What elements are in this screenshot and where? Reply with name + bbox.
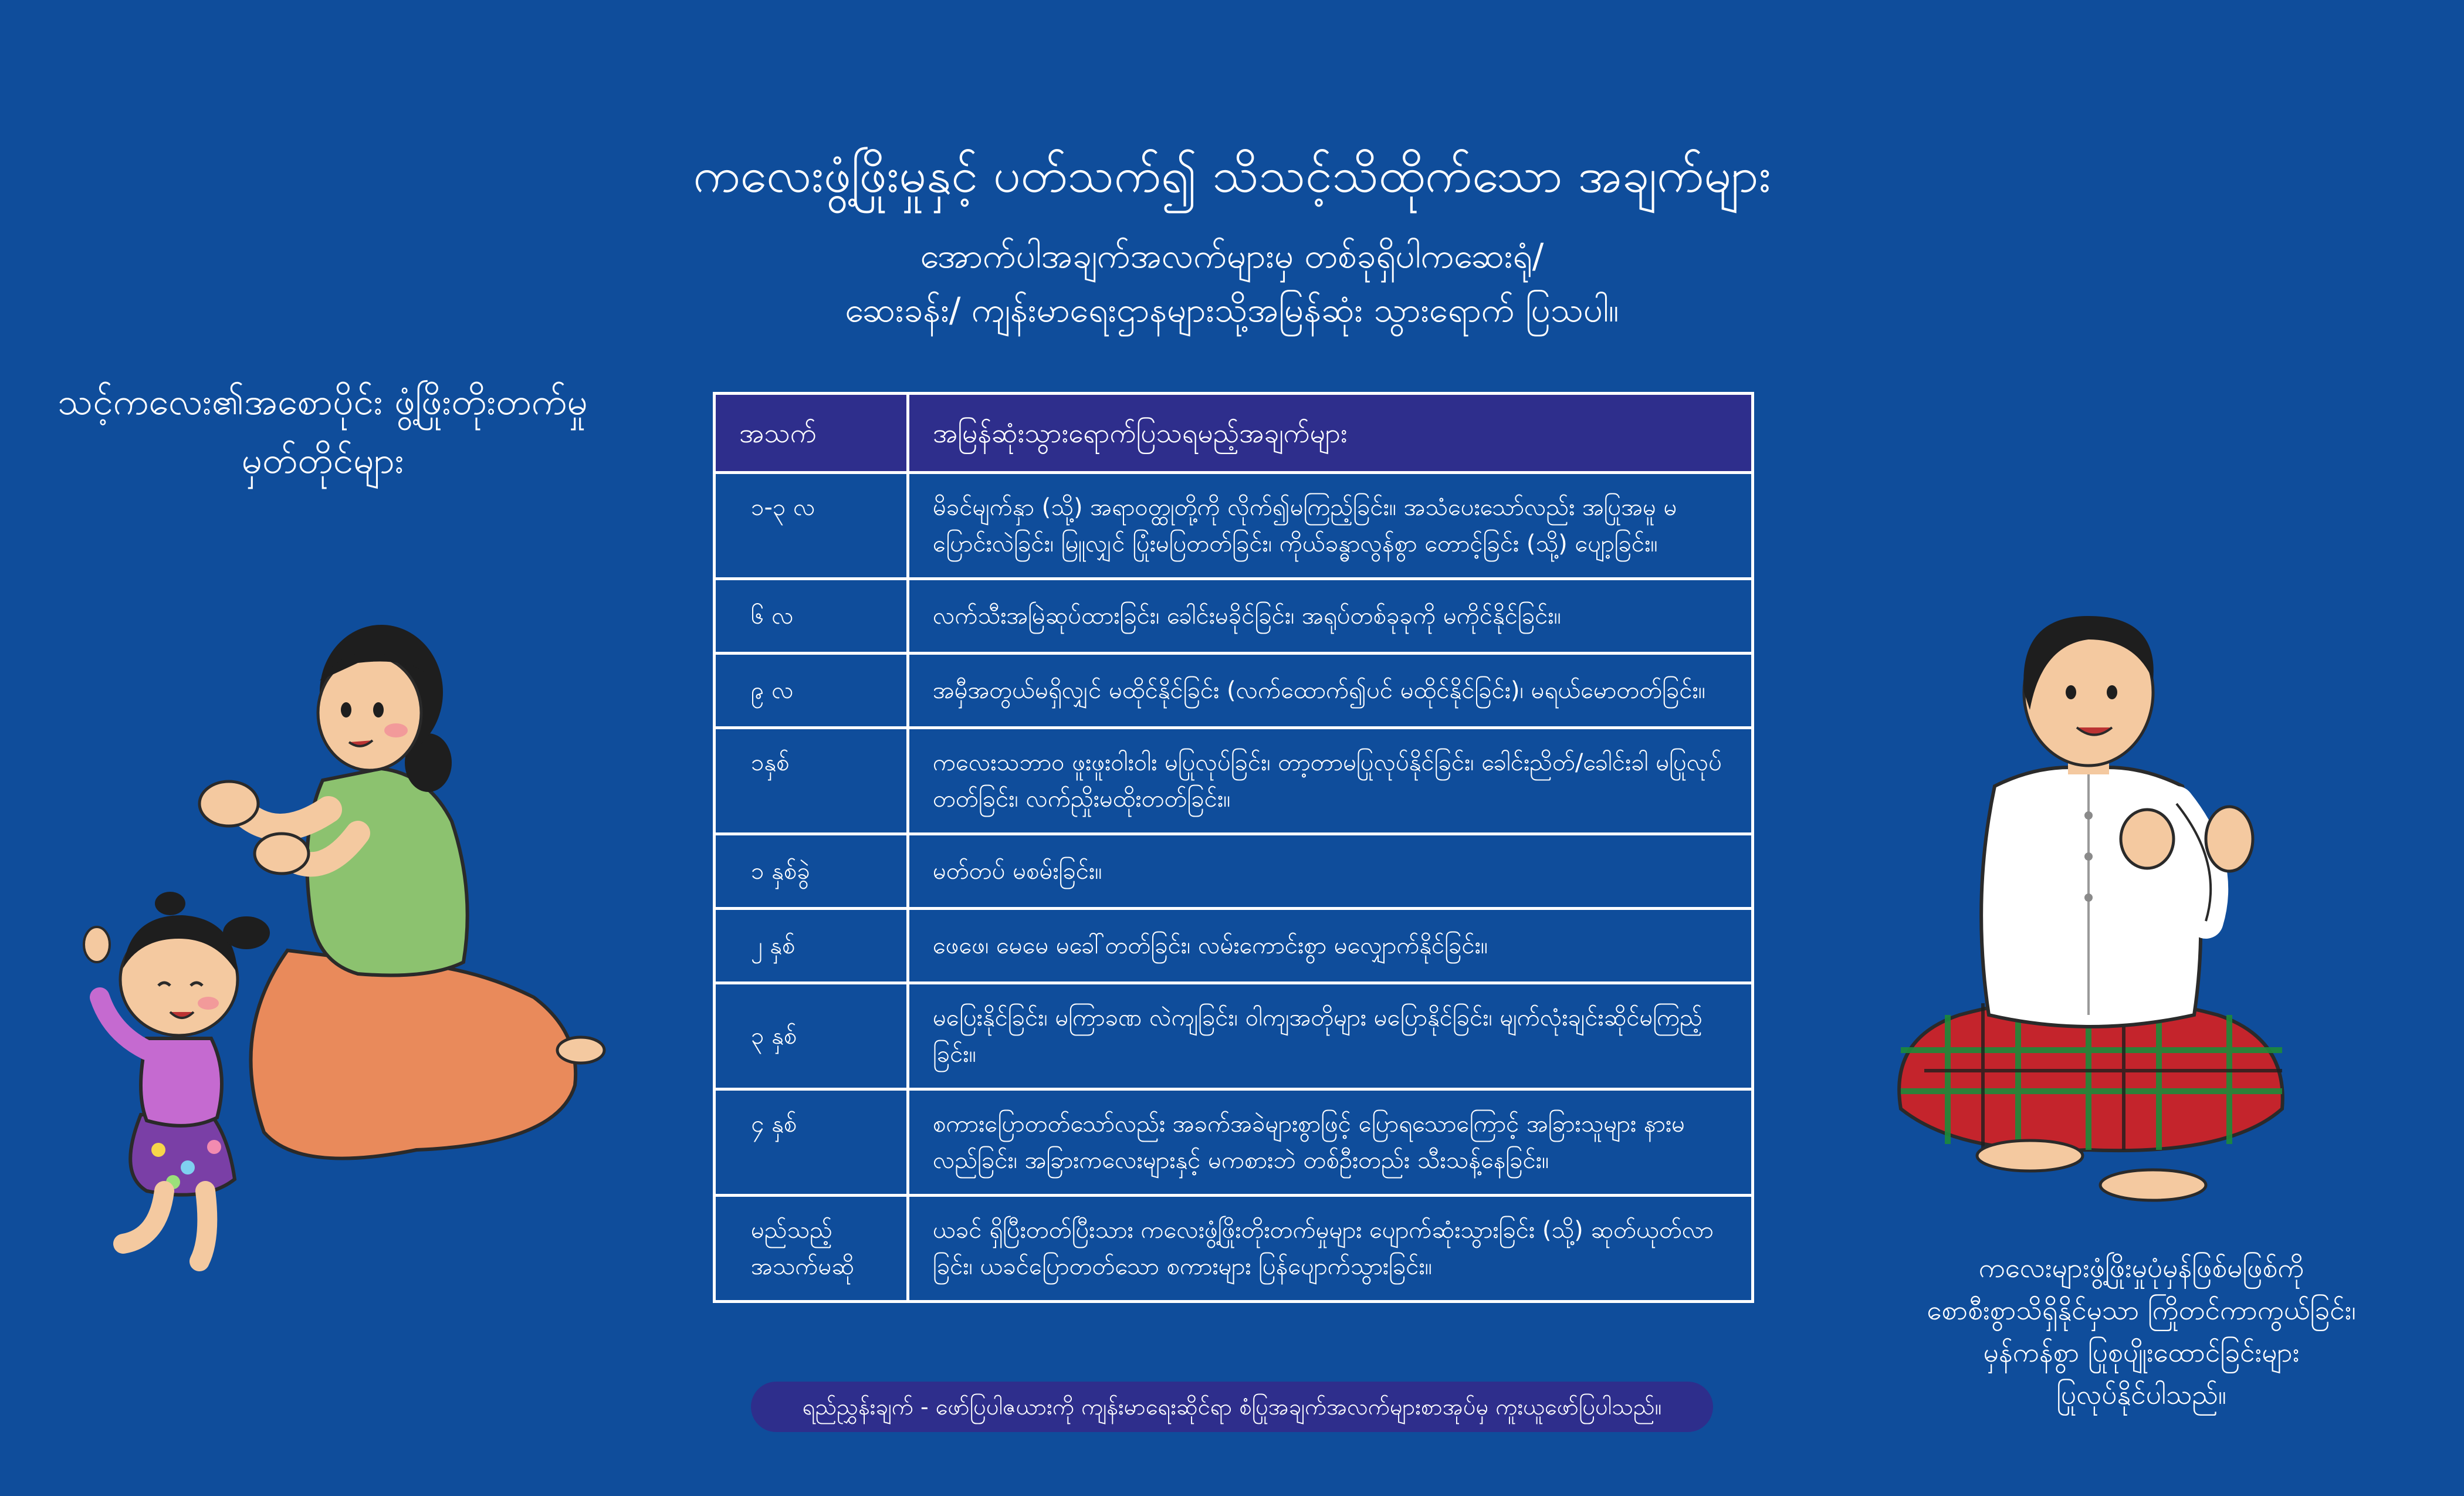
age-cell: ၄ နှစ် [715,1089,908,1196]
age-cell: ၃ နှစ် [715,983,908,1089]
age-cell: ၉ လ [715,654,908,728]
age-cell: ၂ နှစ် [715,909,908,983]
caption-line: ကလေးများဖွံ့ဖြိုးမှုပုံမှန်ဖြစ်မဖြစ်ကို [1978,1252,2304,1284]
table-row [715,834,1753,909]
table-row [715,909,1753,983]
caption-line: မှန်ကန်စွာ ပြုစုပျိုးထောင်ခြင်းများ [1983,1336,2300,1368]
milestones-table [713,392,1754,1303]
header-age: အသက် [715,394,908,473]
age-cell: ၁နှစ် [715,728,908,834]
table-row [715,579,1753,654]
warning-cell: အမှီအတွယ်မရှိလျှင် မထိုင်နိုင်ခြင်း (လက်ထောက်၍ပင် မထိုင်နိုင်ခြင်း)၊ မရယ်မောတတ်ခြင်း။ [908,654,1753,728]
subtitle-line: ဆေးခန်း/ ကျန်းမာရေးဌာနများသို့အမြန်ဆုံး သွားရောက် ပြသပါ။ [845,290,1619,330]
page-subtitle [0,229,2464,337]
father-illustration [1877,593,2300,1226]
age-cell: ၆ လ [715,579,908,654]
warning-cell: လက်သီးအမြဲဆုပ်ထားခြင်း၊ ခေါင်းမခိုင်ခြင်း၊ အရုပ်တစ်ခုခုကို မကိုင်နိုင်ခြင်း။ [908,579,1753,654]
table-row [715,983,1753,1089]
warning-cell: ယခင် ရှိပြီးတတ်ပြီးသား ကလေးဖွံ့ဖြိုးတိုးတက်မှုများ ပျောက်ဆုံးသွားခြင်း (သို့) ဆုတ်ယုတ်လာခြင်း၊ ယခင်ပြောတတ်သော စကားများ ပြန်ပျောက်သွားခြင်း။ [908,1196,1753,1302]
table-row [715,728,1753,834]
warning-cell: ဖေဖေ၊ မေမေ မခေါ်တတ်ခြင်း၊ လမ်းကောင်းစွာ မလျှောက်နိုင်ခြင်း။ [908,909,1753,983]
milestones-heading: သင့်ကလေး၏အစောပိုင်း ဖွံ့ဖြိုးတိုးတက်မှုမှတ်တိုင်များ [57,380,588,482]
caption-line: ပြုလုပ်နိုင်ပါသည်။ [2056,1379,2226,1410]
closing-message [1877,1247,2405,1416]
warning-cell: မတ်တပ် မစမ်းခြင်း။ [908,834,1753,909]
page-title: ကလေးဖွံ့ဖြိုးမှုနှင့် ပတ်သက်၍ သိသင့်သိထိုက်သော အချက်များ [693,148,1771,204]
table-row [715,654,1753,728]
caption-line: စောစီးစွာသိရှိနိုင်မှသာ ကြိုတင်ကာကွယ်ခြင်း၊ [1927,1294,2356,1326]
age-cell: ၁-၃ လ [715,473,908,579]
header-warning-signs: အမြန်ဆုံးသွားရောက်ပြသရမည့်အချက်များ [908,394,1753,473]
mother-child-illustration [53,587,616,1308]
warning-cell: စကားပြောတတ်သော်လည်း အခက်အခဲများစွာဖြင့် ပြောရသောကြောင့် အခြားသူများ နားမလည်ခြင်း၊ အခြားကလေးများနှင့် မကစားဘဲ တစ်ဦးတည်း သီးသန့်နေခြင်း။ [908,1089,1753,1196]
subtitle-line: အောက်ပါအချက်အလက်များမှ တစ်ခုရှိပါကဆေးရုံ/ [920,236,1544,276]
warning-cell: မိခင်မျက်နှာ (သို့) အရာဝတ္ထုတို့ကို လိုက်၍မကြည့်ခြင်း။ အသံပေးသော်လည်း အပြုအမူ မပြောင်းလဲခြင်း၊ မြူလျှင် ပြုံးမပြတတ်ခြင်း၊ ကိုယ်ခန္ဓာလွန်စွာ တောင့်ခြင်း (သို့) ပျော့ခြင်း။ [908,473,1753,579]
table-row [715,1089,1753,1196]
table-row [715,1196,1753,1302]
table-row [715,473,1753,579]
warning-cell: မပြေးနိုင်ခြင်း၊ မကြာခဏ လဲကျခြင်း၊ ဝါကျအတိုများ မပြောနိုင်ခြင်း၊ မျက်လုံးချင်းဆိုင်မကြည့်ခြင်း။ [908,983,1753,1089]
age-cell: မည်သည့် အသက်မဆို [715,1196,908,1302]
age-cell: ၁ နှစ်ခွဲ [715,834,908,909]
reference-note: ရည်ညွှန်းချက် - ဖော်ပြပါဇယားကို ကျန်းမာရေးဆိုင်ရာ စံပြုအချက်အလက်များစာအုပ်မှ ကူးယူဖော်ပြပါသည်။ [751,1382,1713,1432]
warning-cell: ကလေးသဘာဝ ဖူးဖူးဝါးဝါး မပြုလုပ်ခြင်း၊ တာ့တာမပြုလုပ်နိုင်ခြင်း၊ ခေါင်းညိတ်/ခေါင်းခါ မပြုလုပ်တတ်ခြင်း၊ လက်ညှိုးမထိုးတတ်ခြင်း။ [908,728,1753,834]
